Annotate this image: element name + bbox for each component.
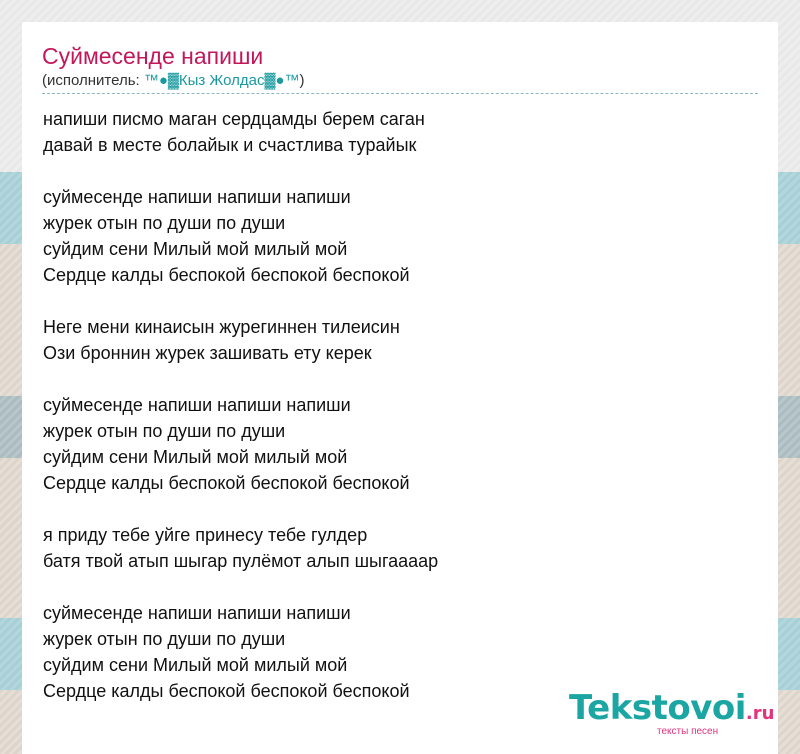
lyrics-line: Неге мени кинаисын журегиннен тилеисин bbox=[43, 317, 400, 337]
lyrics-line: суймесенде напиши напиши напиши bbox=[43, 395, 351, 415]
lyrics-stanza bbox=[43, 106, 438, 158]
lyrics-line: Сердце калды беспокой беспокой беспокой bbox=[43, 681, 410, 701]
title-divider bbox=[42, 93, 758, 94]
lyrics-line: суймесенде напиши напиши напиши bbox=[43, 603, 351, 623]
lyrics-line: Сердце калды беспокой беспокой беспокой bbox=[43, 265, 410, 285]
lyrics-line: я приду тебе уйге принесу тебе гулдер bbox=[43, 525, 368, 545]
lyrics-line: журек отын по души по души bbox=[43, 213, 286, 233]
lyrics-line: журек отын по души по души bbox=[43, 629, 286, 649]
lyrics-line: Сердце калды беспокой беспокой беспокой bbox=[43, 473, 410, 493]
lyrics-line: напиши писмо маган сердцамды берем саган bbox=[43, 109, 425, 129]
performer-prefix: (исполнитель: bbox=[42, 72, 144, 89]
performer-suffix: ) bbox=[299, 72, 305, 89]
logo-tld: .ru bbox=[745, 703, 775, 724]
lyrics-line: давай в месте болайык и счастлива турайык bbox=[43, 135, 417, 155]
lyrics-line: суймесенде напиши напиши напиши bbox=[43, 187, 351, 207]
song-title: Суймесенде напиши bbox=[42, 43, 264, 69]
lyrics-stanza bbox=[43, 522, 438, 574]
lyrics-line: батя твой атып шыгар пулёмот алып шыгаааар bbox=[43, 551, 439, 571]
lyrics-text bbox=[43, 106, 438, 730]
lyrics-line: Ози броннин журек зашивать ету керек bbox=[43, 343, 372, 363]
logo-tagline: тексты песен bbox=[657, 726, 719, 737]
lyrics-stanza bbox=[43, 600, 438, 704]
lyrics-stanza bbox=[43, 184, 438, 288]
lyrics-line: суйдим сени Милый мой милый мой bbox=[43, 447, 348, 467]
lyrics-line: суйдим сени Милый мой милый мой bbox=[43, 655, 348, 675]
lyrics-line: журек отын по души по души bbox=[43, 421, 286, 441]
lyrics-card bbox=[22, 22, 778, 754]
lyrics-line: суйдим сени Милый мой милый мой bbox=[43, 239, 348, 259]
performer-link[interactable]: ™●▓Кыз Жолдас▓●™ bbox=[143, 72, 300, 89]
lyrics-stanza bbox=[43, 314, 438, 366]
logo-name: Tekstovoi bbox=[569, 688, 746, 728]
lyrics-stanza bbox=[43, 392, 438, 496]
performer-line bbox=[42, 72, 304, 89]
site-logo[interactable] bbox=[569, 688, 774, 728]
